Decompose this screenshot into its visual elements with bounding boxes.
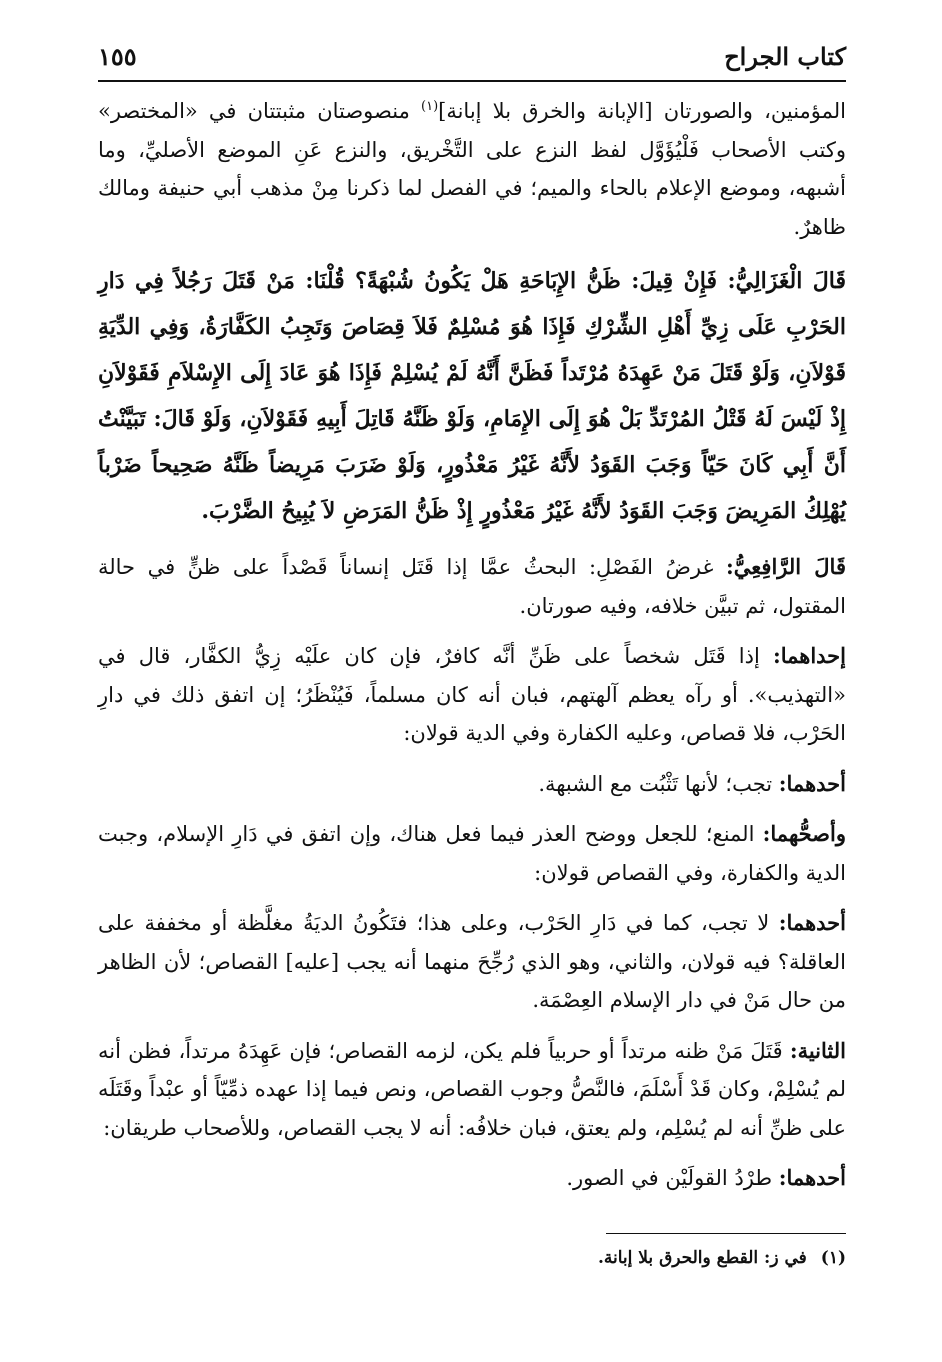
paragraph-text: المؤمنين، والصورتان [الإبانة والخرق بلا إبانة] xyxy=(438,99,846,123)
opinion-label: أحدهما: xyxy=(778,1165,846,1190)
speaker-label: قَالَ الْغَزَالِيُّ: xyxy=(727,268,846,294)
running-title: كتاب الجراح xyxy=(724,42,846,71)
paragraph-text: غرضُ الفَصْلِ: البحثُ عمَّا إذا قَتَل إنساناً قَصْداً على ظنٍّ في حالة المقتول، ثم تبيَّن خلافه، وفيه صورتان. xyxy=(98,555,846,618)
paragraph-text: فَإِنْ قِيلَ: ظَنُّ الإِبَاحَةِ هَلْ يَكُونُ شُبْهَةً؟ قُلْنَا: مَنْ قَتَلَ رَجُلاً فِي دَارِ الحَرْبِ عَلَى زِيِّ أَهْلِ الشِّرْكِ فَإِذَا هُوَ مُسْلِمٌ فَلاَ قِصَاصَ وَتَجِبُ الكَفَّارَةُ، وَفِي الدِّيَةِ قَوْلاَنِ، وَلَوْ قَتَلَ مَنْ عَهِدَهُ مُرْتَداً فَظَنَّ أَنَّهُ لَمْ يُسْلِمْ فَإِذَا هُوَ عَادَ إِلَى الإِسْلاَمِ فَقَوْلاَنِ إِذْ لَيْسَ لَهُ قَتْلُ المُرْتَدِّ بَلْ هُوَ إِلَى الإِمَامِ، وَلَوْ ظَنَّهُ قَاتِلَ أَبِيهِ فَقَوْلاَنِ، وَلَوْ قَالَ: تَبَيَّنْتُ أَنَّ أَبِي كَانَ حَيّاً وَجَبَ القَوَدُ لأَنَّهُ غَيْرُ مَعْذُورٍ، وَلَوْ ضَرَبَ مَرِيضاً ظَنَّهُ صَحِيحاً ضَرْباً يُهْلِكُ المَرِيضَ وَجَبَ القَوَدُ لأَنَّهُ غَيْرُ مَعْذُورٍ إِذْ ظَنُّ المَرَضِ لاَ يُبِيحُ الضَّرْبَ. xyxy=(98,268,846,524)
paragraph-text: إذا قَتَل شخصاً على ظَنِّ أنَّه كافرٌ، فإن كان علَيْه زِيُّ الكفَّار، قال في «التهذيب». أو رآه يعظم آلهتهم، فبان أنه كان مسلماً، فَيُنْظَرُ؛ إن اتفق ذلك في دارِ الحَرْب، فلا قصاص، وعليه الكفارة وفي الدية قولان: xyxy=(98,644,846,745)
paragraph-1 xyxy=(98,92,846,246)
paragraph-opinion-1 xyxy=(98,765,846,804)
paragraph-second-case xyxy=(98,1032,846,1148)
speaker-label: قَالَ الرَّافِعِيُّ: xyxy=(726,554,846,579)
paragraph-text: لا تجب، كما في دَارِ الحَرْب، وعلى هذا؛ فتَكُونُ الديَةُ مغلَّظة أو مخففة على العاقلة؟ فيه قولان، والثاني، وهو الذي رُجِّحَ منهما أنه يجب [عليه] القصاص؛ لأن الظاهر من حال مَنْ في دار الإسلام العِصْمَة. xyxy=(98,911,846,1012)
footnote-number: (١) xyxy=(820,1248,846,1268)
paragraph-first-case xyxy=(98,637,846,753)
paragraph-opinion-4 xyxy=(98,1159,846,1198)
main-text xyxy=(98,92,846,1210)
paragraph-ghazali-quote xyxy=(98,258,846,534)
footnote-mark: (١) xyxy=(421,99,439,114)
paragraph-opinion-2 xyxy=(98,815,846,892)
paragraph-text: طرْدُ القولَيْن في الصور. xyxy=(566,1166,779,1190)
paragraph-text: تجب؛ لأنها تَثْبُت مع الشبهة. xyxy=(538,771,779,796)
paragraph-rafii xyxy=(98,548,846,625)
paragraph-text: المنع؛ للجعل ووضح العذر فيما فعل هناك، وإن اتفق في دَارِ الإسلام، وجبت الدية والكفارة، وفي القصاص قولان: xyxy=(98,822,846,885)
footnote xyxy=(246,1243,846,1273)
case-label: الثانية: xyxy=(789,1037,846,1063)
opinion-label: أحدهما: xyxy=(778,770,846,796)
footnote-text: في ز: القطع والحرق بلا إبانة. xyxy=(597,1248,807,1268)
opinion-label: أحدهما: xyxy=(778,910,846,935)
opinion-label: وأصحُّهما: xyxy=(762,821,846,846)
header-divider xyxy=(98,80,846,82)
page-number: ١٥٥ xyxy=(98,42,137,71)
footnote-divider xyxy=(606,1233,846,1234)
paragraph-opinion-3 xyxy=(98,904,846,1020)
page-header xyxy=(98,40,846,80)
paragraph-text-continued: منصوصتان مثبتتان في «المختصر» وكتب الأصحاب فَلْيُؤَوَّل لفظ النزع على التَّخْريق، والنزع عَنِ الموضع الأصليِّ، وما أشبهه، وموضع الإعلام بالحاء والميم؛ في الفصل لما ذكرنا مِنْ مذهب أبي حنيفة ومالك ظاهرٌ. xyxy=(98,99,846,239)
case-label: إحداهما: xyxy=(772,643,846,668)
paragraph-text: قَتَلَ مَنْ ظنه مرتداً أو حربياً فلم يكن، لزمه القصاص؛ فإن عَهِدَهُ مرتداً، فظن أنه لم يُسْلِمْ، وكان قَدْ أَسْلَمَ، فالنَّصُّ وجوب القصاص، ونص فيما إذا عهده ذمِّيّاً أو عبْداً وقَتَلَه على ظنِّ أنه لم يُسْلِم، ولم يعتق، فبان خلافُه: أنه لا يجب القصاص، وللأصحاب طريقان: xyxy=(98,1038,846,1140)
